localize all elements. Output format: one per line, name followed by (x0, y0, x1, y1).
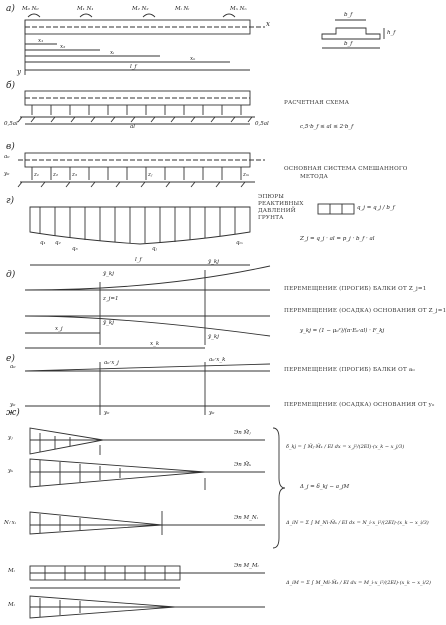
axis-x: x (266, 20, 270, 28)
note-system-1: ОСНОВНАЯ СИСТЕМА СМЕШАННОГО (284, 166, 408, 172)
moment-arcs-a (28, 14, 235, 17)
dim-lf-label: l_f (130, 64, 137, 70)
note-d2: ПЕРЕМЕЩЕНИЕ (ОСАДКА) ОСНОВАНИЯ ОТ Z_j=1 (284, 308, 446, 314)
cross-width-label: b_f (344, 41, 353, 47)
pressure-diagram (30, 207, 250, 244)
zh-mi2: Mᵢ (8, 602, 15, 608)
note-e2: ПЕРЕМЕЩЕНИЕ (ОСАДКА) ОСНОВАНИЯ ОТ y₀ (284, 402, 435, 408)
q2: q₂ (55, 240, 61, 246)
axis-y: y (17, 68, 21, 76)
z3: z₃ (72, 172, 78, 178)
formula-delta-im: Δ_iM = Σ ∫ M_Mi·M̄ₖ / EI dx = M_i·x_i²/(2EI)·(x_k − x_i/2) (286, 580, 431, 586)
load-1: M₁ N₁ (77, 6, 94, 12)
zh-mi: Mᵢ (8, 568, 15, 574)
side-note-1: ЭПЮРЫ (258, 194, 285, 200)
formula-ykj: y_kj = (1 − μ₀²)/(π·E₀·al) · F_kj (300, 328, 385, 334)
label-a0: a₀ (4, 154, 10, 160)
e-a0: a₀ (10, 364, 16, 370)
side-note-3: ДАВЛЕНИЙ (258, 208, 296, 214)
side-note-4: ГРУНТА (258, 215, 284, 221)
e-y0-a: y₀ (10, 402, 16, 408)
formula-al: c,5·b_f ≤ al ≤ 2·b_f (300, 124, 354, 130)
cross-top-label: b_f (344, 12, 353, 18)
d-label-zj: z_j=1 (103, 296, 119, 302)
note-scheme: РАСЧЕТНАЯ СХЕМА (284, 100, 350, 106)
edge-right: 0,5al (255, 121, 269, 127)
e-a0xj: a₀·x_j (104, 360, 119, 366)
d-label-1: ȳ_kj (208, 259, 219, 265)
qj: qⱼ (152, 246, 157, 252)
q1: q₁ (40, 240, 46, 246)
zj: zⱼ (148, 172, 153, 178)
formula-delta-j: Δ_j = δ_kj − a_jM (300, 484, 350, 490)
d-xk: x_k (150, 341, 160, 347)
side-note-2: РЕАКТИВНЫХ (258, 201, 304, 207)
rotation-line-e (25, 364, 270, 371)
moment-diagram-j (30, 428, 103, 454)
ep-mni: Эп M_Nᵢ (234, 515, 258, 521)
formula-delta-kj: δ̄_kj = ∫ M̄ⱼ·M̄ₖ / EI dx = x_j²/(2EI)·(x_k − x_j/3) (286, 444, 405, 450)
zh-nixi: Nᵢ·xᵢ (4, 520, 16, 526)
right-formula: q_j = q_j / b_f (357, 205, 395, 211)
load-2: M₂ N₂ (132, 6, 149, 12)
d-label-3: ȳ_kj (103, 320, 114, 326)
moment-diagram-k (30, 459, 205, 487)
lf-g: l_f (135, 257, 142, 263)
ep-mmi: Эп M_Mᵢ (234, 563, 259, 569)
cross-section (322, 28, 380, 39)
moment-diagram-ni (30, 512, 162, 534)
dim-xi-label: xᵢ (110, 50, 115, 56)
formula-zj: Z_j = q_j · al = p_j · b_f · al (300, 236, 375, 242)
z2: z₂ (53, 172, 59, 178)
support-links-b (32, 105, 241, 115)
support-links-v (32, 167, 241, 180)
dim-xn-label: xₙ (190, 56, 196, 62)
section-b-label: б) (6, 81, 16, 91)
label-y0: y₀ (4, 171, 10, 177)
section-d-label: д) (6, 270, 16, 280)
zh-yk: yₖ (8, 468, 14, 474)
e-y0-b: y₀ (104, 410, 110, 416)
zh-yj: yⱼ (8, 435, 13, 441)
distributed-load-box (318, 204, 354, 214)
note-d1: ПЕРЕМЕЩЕНИЕ (ПРОГИБ) БАЛКИ ОТ Z_j=1 (284, 286, 427, 292)
dim-x2-label: x₂ (60, 44, 66, 50)
ep-mk: Эп M̄ₖ (234, 462, 252, 468)
section-a-label: а) (6, 4, 15, 14)
brace (273, 428, 285, 548)
note-e1: ПЕРЕМЕЩЕНИЕ (ПРОГИБ) БАЛКИ ОТ a₀ (284, 367, 415, 373)
d-label-4: ȳ_kj (208, 334, 219, 340)
section-v-label: в) (6, 142, 15, 152)
load-0: M₀ N₀ (22, 6, 39, 12)
load-i: Mᵢ Nᵢ (175, 6, 190, 12)
q3: q₃ (72, 246, 78, 252)
e-y0-c: y₀ (209, 410, 215, 416)
formula-delta-in: Δ_iN = Σ ∫ M_Ni·M̄ₖ / EI dx = N_i·x_i²/(2EI)·(x_k − x_i/3) (286, 520, 429, 526)
note-system-2: МЕТОДА (300, 174, 329, 180)
deflection-curve-d (25, 266, 270, 290)
d-xj: x_j (55, 326, 63, 332)
d-label-0: ȳ_kj (103, 271, 114, 277)
edge-left: 0,5al (4, 121, 18, 127)
cross-height-label: h_f (387, 30, 396, 36)
qm: qₘ (236, 240, 243, 246)
spacing-al: al (130, 124, 136, 130)
section-g-label: г) (6, 196, 15, 206)
z1: z₁ (34, 172, 40, 178)
section-zh-label: ж) (6, 408, 20, 418)
load-n: Mₙ Nₙ (230, 6, 247, 12)
dim-x1-label: x₁ (38, 38, 44, 44)
e-a0xk: a₀·x_k (209, 357, 226, 363)
ep-mj: Эп M̄ⱼ (234, 430, 251, 436)
zm: zₘ (243, 172, 250, 178)
section-e-label: е) (6, 354, 15, 364)
